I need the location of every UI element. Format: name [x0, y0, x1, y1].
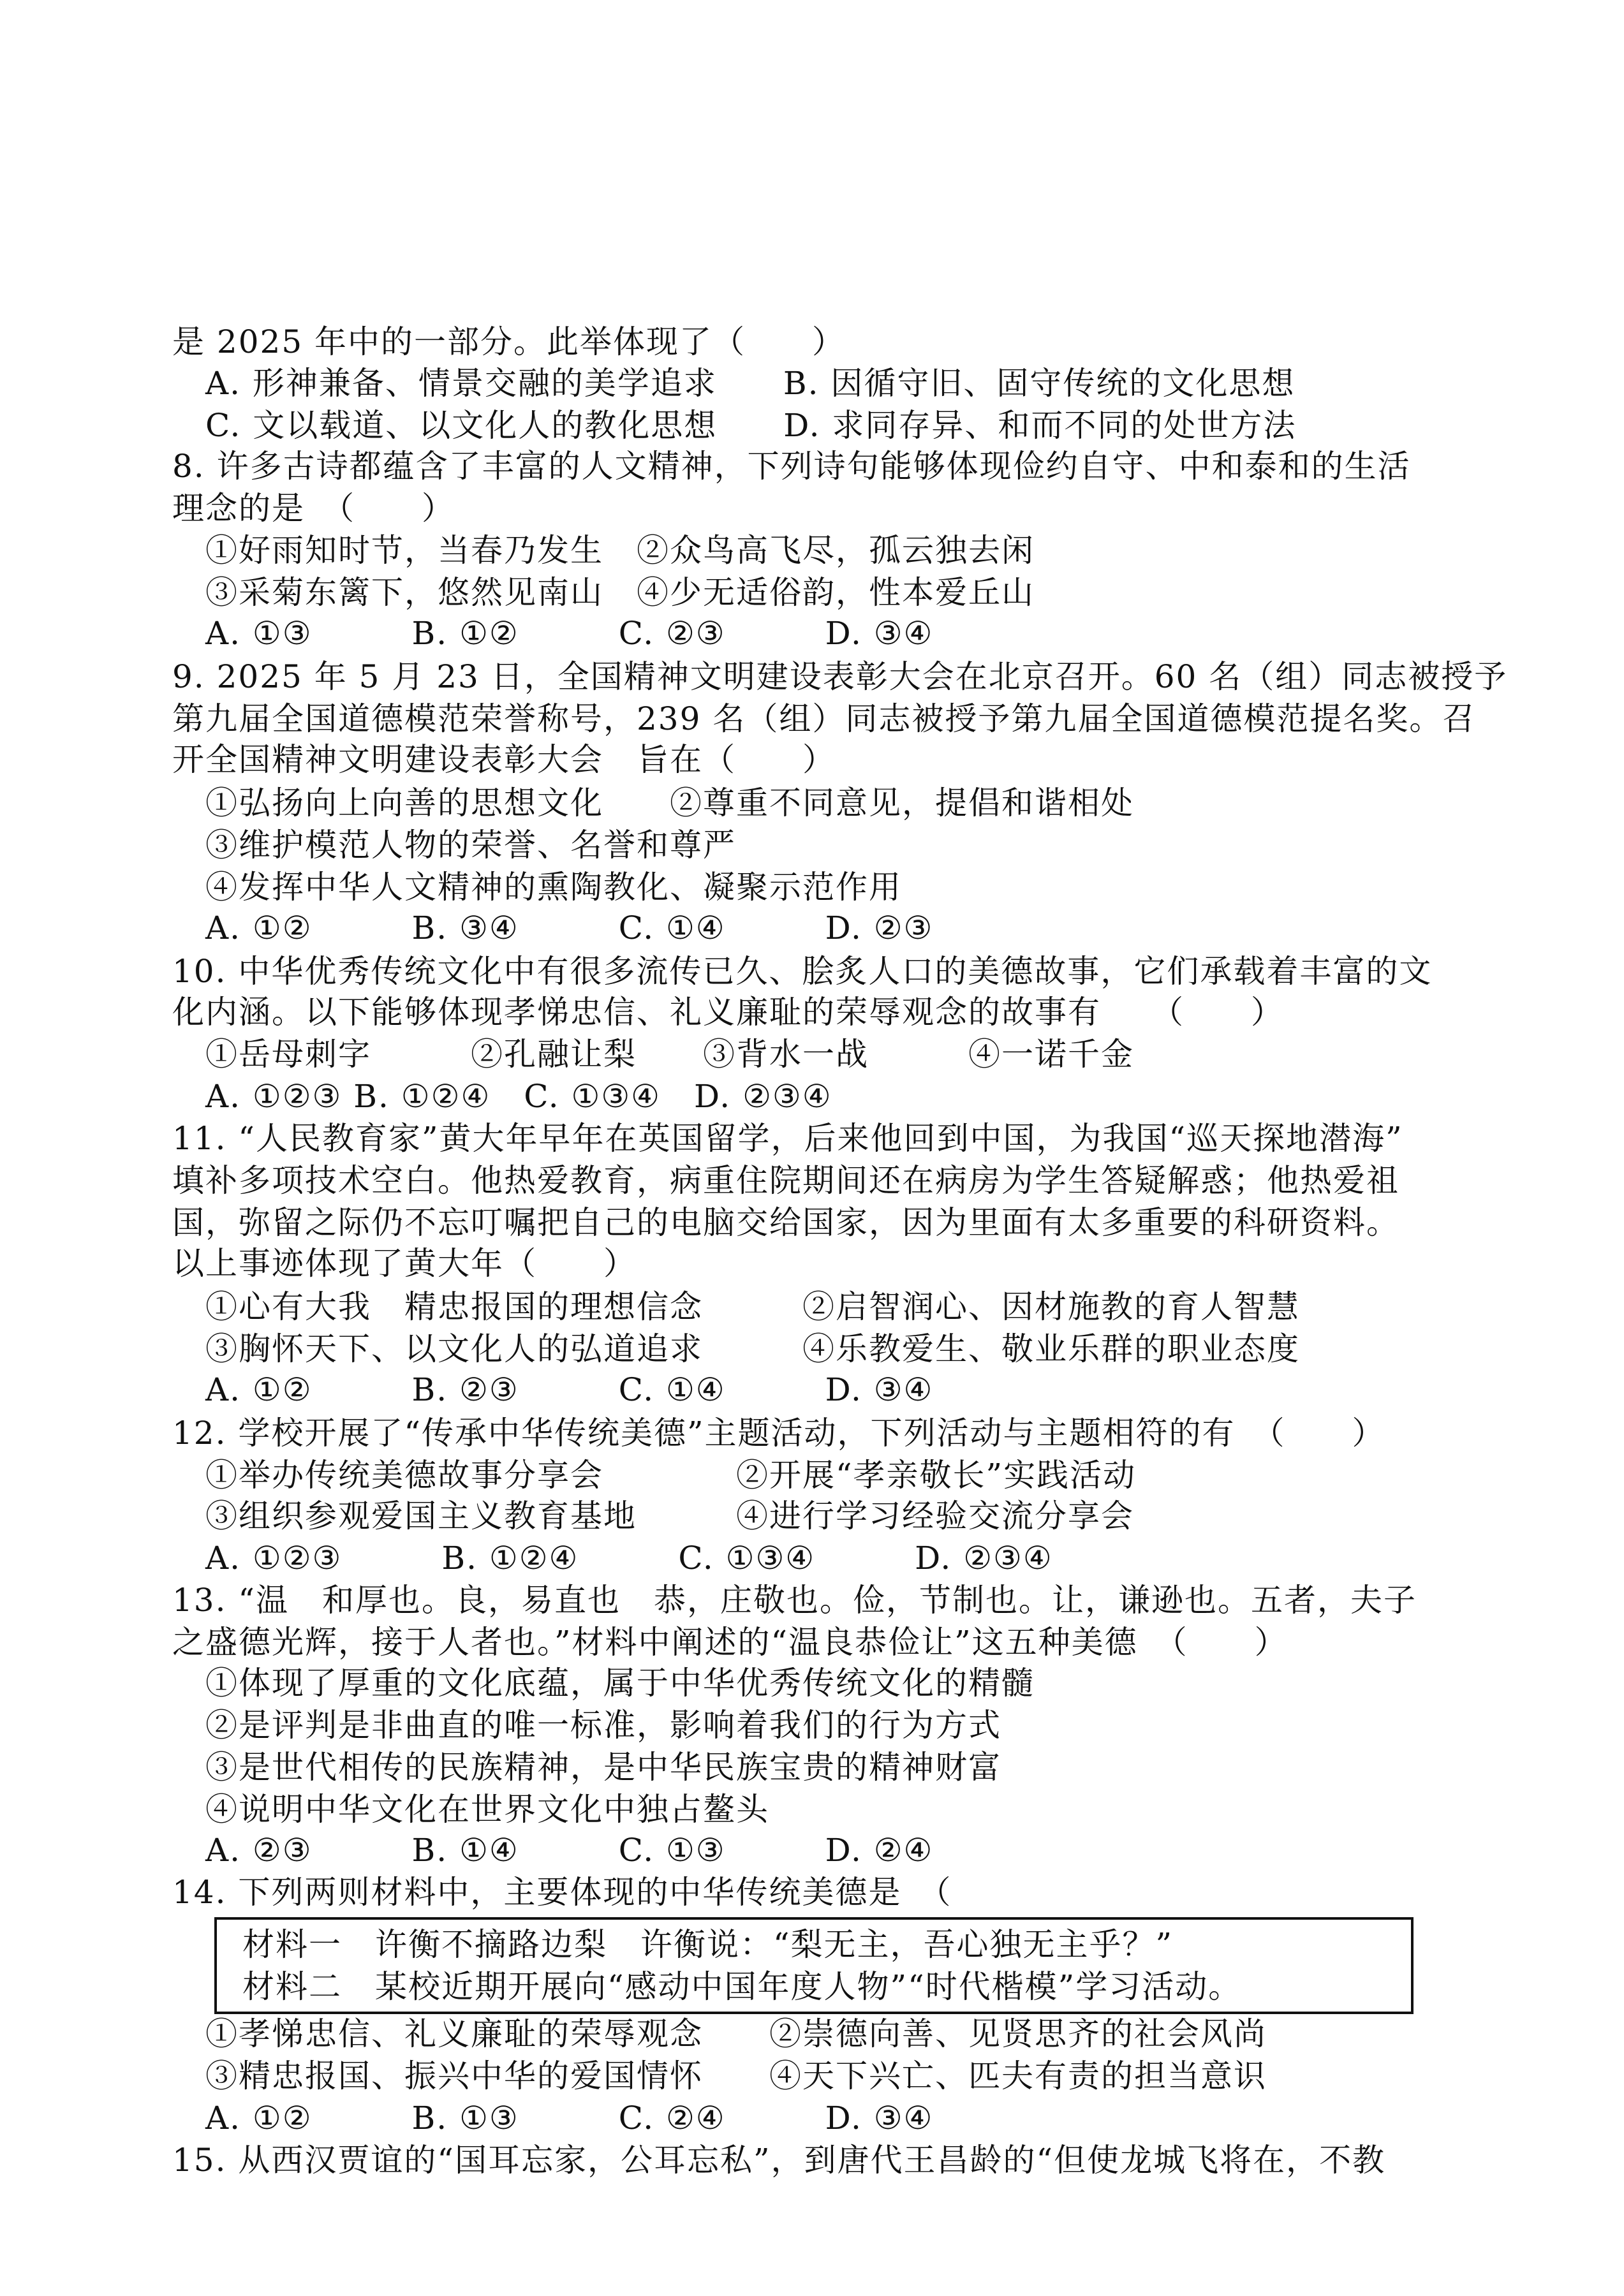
q11-stem: 国，弥留之际仍不忘叮嘱把自己的电脑交给国家，因为里面有太多重要的科研资料。	[172, 1204, 1399, 1241]
q13-item: ③是世代相传的民族精神，是中华民族宝贵的精神财富	[205, 1749, 1001, 1786]
q11-item: ①心有大我 精忠报国的理想信念 ②启智润心、因材施教的育人智慧	[205, 1288, 1300, 1325]
q11-stem: 以上事迹体现了黄大年（ ）	[172, 1245, 637, 1282]
q9-stem: 第九届全国道德模范荣誉称号，239 名（组）同志被授予第九届全国道德模范提名奖。召	[172, 700, 1476, 737]
q9-item: ③维护模范人物的荣誉、名誉和尊严	[205, 827, 736, 864]
q11-item: ③胸怀天下、以文化人的弘道追求 ④乐教爱生、敬业乐群的职业态度	[205, 1330, 1300, 1367]
q13-stem: 13. “温 和厚也。良，易直也 恭，庄敬也。俭，节制也。让，谦逊也。五者，夫子	[172, 1582, 1417, 1619]
q13-answers: A. ②③ B. ①④ C. ①③ D. ②④	[205, 1832, 934, 1869]
q13-item: ①体现了厚重的文化底蕴，属于中华优秀传统文化的精髓	[205, 1665, 1035, 1702]
q10-stem: 10. 中华优秀传统文化中有很多流传已久、脍炙人口的美德故事，它们承载着丰富的文	[172, 953, 1433, 990]
q12-answers: A. ①②③ B. ①②④ C. ①③④ D. ②③④	[205, 1540, 1053, 1577]
q14-answers: A. ①② B. ①③ C. ②④ D. ③④	[205, 2100, 934, 2137]
q8-stem: 理念的是 （ ）	[172, 490, 455, 527]
q11-stem: 11. “人民教育家”黄大年早年在英国留学，后来他回到中国，为我国“巡天探地潜海”	[172, 1120, 1403, 1157]
q15-stem: 15. 从西汉贾谊的“国耳忘家，公耳忘私”，到唐代王昌龄的“但使龙城飞将在，不教	[172, 2142, 1386, 2179]
q9-item: ①弘扬向上向善的思想文化 ②尊重不同意见，提倡和谐相处	[205, 784, 1134, 821]
q7-option-ab: A. 形神兼备、情景交融的美学追求 B. 因循守旧、固守传统的文化思想	[205, 365, 1296, 402]
q10-stem: 化内涵。以下能够体现孝悌忠信、礼义廉耻的荣辱观念的故事有 （ ）	[172, 994, 1284, 1031]
q13-stem: 之盛德光辉，接于人者也。”材料中阐述的“温良恭俭让”这五种美德 （ ）	[172, 1624, 1288, 1661]
q11-answers: A. ①② B. ②③ C. ①④ D. ③④	[205, 1371, 934, 1408]
q10-answers: A. ①②③ B. ①②④ C. ①③④ D. ②③④	[205, 1078, 832, 1115]
q8-item: ①好雨知时节，当春乃发生 ②众鸟高飞尽，孤云独去闲	[205, 532, 1035, 569]
q7-stem: 是 2025 年中的一部分。此举体现了（ ）	[172, 323, 846, 360]
q11-stem: 填补多项技术空白。他热爱教育，病重住院期间还在病房为学生答疑解惑；他热爱祖	[172, 1162, 1399, 1199]
q9-item: ④发挥中华人文精神的熏陶教化、凝聚示范作用	[205, 869, 902, 906]
q9-answers: A. ①② B. ③④ C. ①④ D. ②③	[205, 909, 934, 946]
q14-item: ①孝悌忠信、礼义廉耻的荣辱观念 ②崇德向善、见贤思齐的社会风尚	[205, 2015, 1267, 2052]
q14-material: 材料一 许衡不摘路边梨 许衡说：“梨无主，吾心独无主乎？”	[242, 1926, 1174, 1963]
q9-stem: 开全国精神文明建设表彰大会 旨在（ ）	[172, 741, 836, 778]
q13-item: ④说明中华文化在世界文化中独占鳌头	[205, 1791, 769, 1828]
q8-stem: 8. 许多古诗都蕴含了丰富的人文精神，下列诗句能够体现俭约自守、中和泰和的生活	[172, 448, 1411, 485]
q12-stem: 12. 学校开展了“传承中华传统美德”主题活动，下列活动与主题相符的有 （ ）	[172, 1415, 1385, 1452]
q8-item: ③采菊东篱下，悠然见南山 ④少无适俗韵，性本爱丘山	[205, 574, 1035, 611]
q12-item: ③组织参观爱国主义教育基地 ④进行学习经验交流分享会	[205, 1498, 1134, 1534]
q9-stem: 9. 2025 年 5 月 23 日，全国精神文明建设表彰大会在北京召开。60 名（组）同志被授予	[172, 658, 1508, 695]
q13-item: ②是评判是非曲直的唯一标准，影响着我们的行为方式	[205, 1707, 1001, 1744]
q14-stem: 14. 下列两则材料中，主要体现的中华传统美德是 （	[172, 1874, 952, 1911]
q14-material: 材料二 某校近期开展向“感动中国年度人物”“时代楷模”学习活动。	[242, 1968, 1242, 2005]
q7-option-cd: C. 文以载道、以文化人的教化思想 D. 求同存异、和而不同的处世方法	[205, 407, 1297, 444]
q10-item: ①岳母刺字 ②孔融让梨 ③背水一战 ④一诺千金	[205, 1036, 1134, 1073]
q8-answers: A. ①③ B. ①② C. ②③ D. ③④	[205, 615, 934, 652]
q12-item: ①举办传统美德故事分享会 ②开展“孝亲敬长”实践活动	[205, 1457, 1137, 1494]
q14-item: ③精忠报国、振兴中华的爱国情怀 ④天下兴亡、匹夫有责的担当意识	[205, 2057, 1267, 2094]
